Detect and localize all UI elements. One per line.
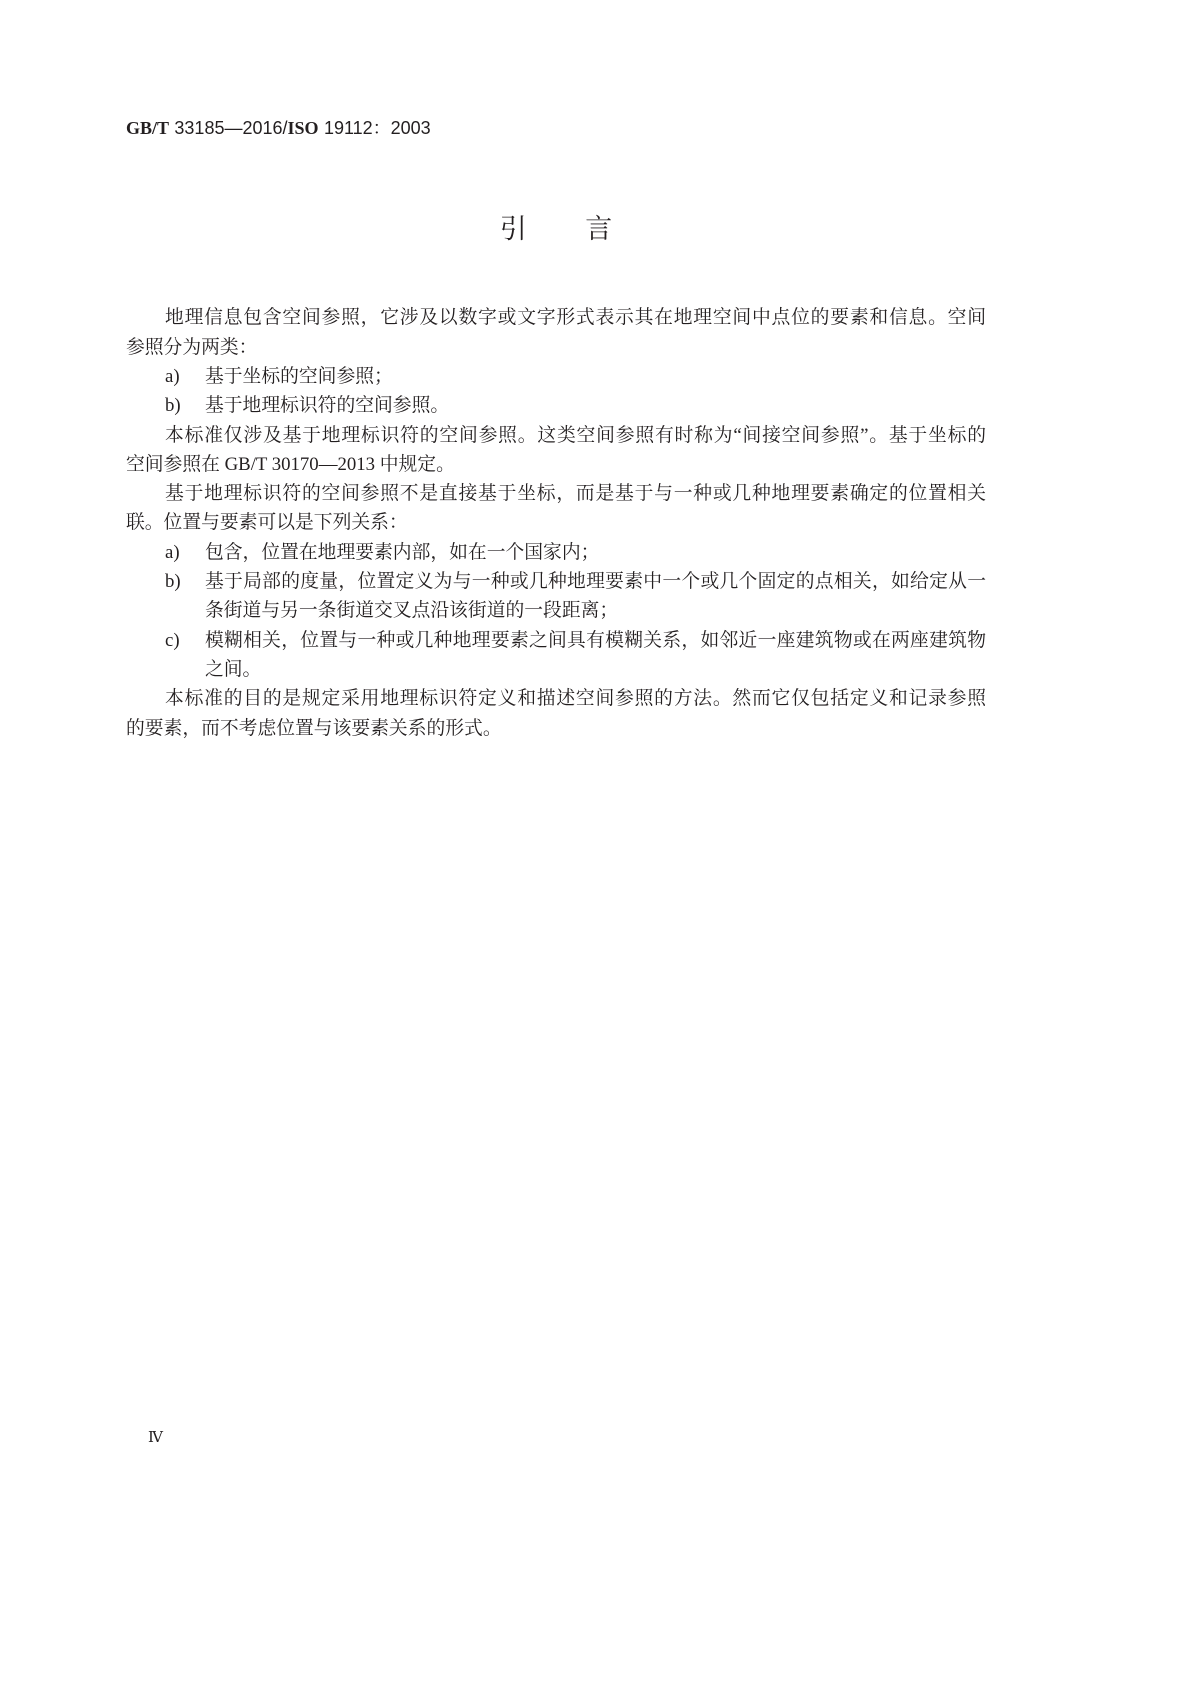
list-item-line: 基于局部的度量，位置定义为与一种或几种地理要素中一个或几个固定的点相关，如给定从一 (205, 571, 986, 593)
paragraph-line: 参照分为两类： (126, 336, 258, 358)
list-item-line: 条街道与另一条街道交叉点沿该街道的一段距离； (205, 600, 619, 622)
paragraph-line: 的要素，而不考虑位置与该要素关系的形式。 (126, 717, 502, 739)
standard-number: 33185—2016/ (174, 118, 288, 138)
paragraph-line: 本标准仅涉及基于地理标识符的空间参照。这类空间参照有时称为“间接空间参照”。基于坐标的 (165, 424, 986, 446)
paragraph (126, 421, 986, 480)
paragraph-line: 本标准的目的是规定采用地理标识符定义和描述空间参照的方法。然而它仅包括定义和记录参照 (165, 688, 986, 710)
list-item-line: 包含，位置在地理要素内部，如在一个国家内； (205, 541, 600, 563)
list-item (126, 538, 986, 567)
iso-number: 19112：2003 (323, 118, 431, 138)
list-item-label: b) (165, 571, 181, 593)
paragraph-line: 地理信息包含空间参照，它涉及以数字或文字形式表示其在地理空间中点位的要素和信息。空间 (165, 307, 986, 329)
paragraph-line: 基于地理标识符的空间参照不是直接基于坐标，而是基于与一种或几种地理要素确定的位置相关 (165, 483, 986, 505)
list-item (126, 362, 986, 391)
list-item (126, 567, 986, 626)
iso-code: ISO (287, 118, 319, 138)
list-item-line: 之间。 (205, 658, 262, 680)
standard-code: GB/T (126, 118, 170, 138)
section-title: 引 言 (499, 214, 613, 245)
running-header (126, 117, 431, 139)
list-item-label: a) (165, 365, 180, 387)
list (126, 538, 986, 684)
paragraph-line: 空间参照在 GB/T 30170—2013 中规定。 (126, 453, 455, 475)
page-number: Ⅳ (148, 1428, 163, 1446)
paragraph-line: 联。位置与要素可以是下列关系： (126, 512, 408, 534)
list-item (126, 391, 986, 420)
list-item-label: a) (165, 541, 180, 563)
list-item-line: 模糊相关，位置与一种或几种地理要素之间具有模糊关系，如邻近一座建筑物或在两座建筑物 (205, 629, 986, 651)
paragraph (126, 684, 986, 743)
list-item-label: b) (165, 395, 181, 417)
list-item-label: c) (165, 629, 180, 651)
paragraph (126, 479, 986, 538)
list-item-line: 基于地理标识符的空间参照。 (205, 395, 450, 417)
paragraph (126, 303, 986, 362)
body-text (126, 303, 986, 742)
list-item-line: 基于坐标的空间参照； (205, 365, 393, 387)
list-item (126, 626, 986, 685)
list (126, 362, 986, 421)
